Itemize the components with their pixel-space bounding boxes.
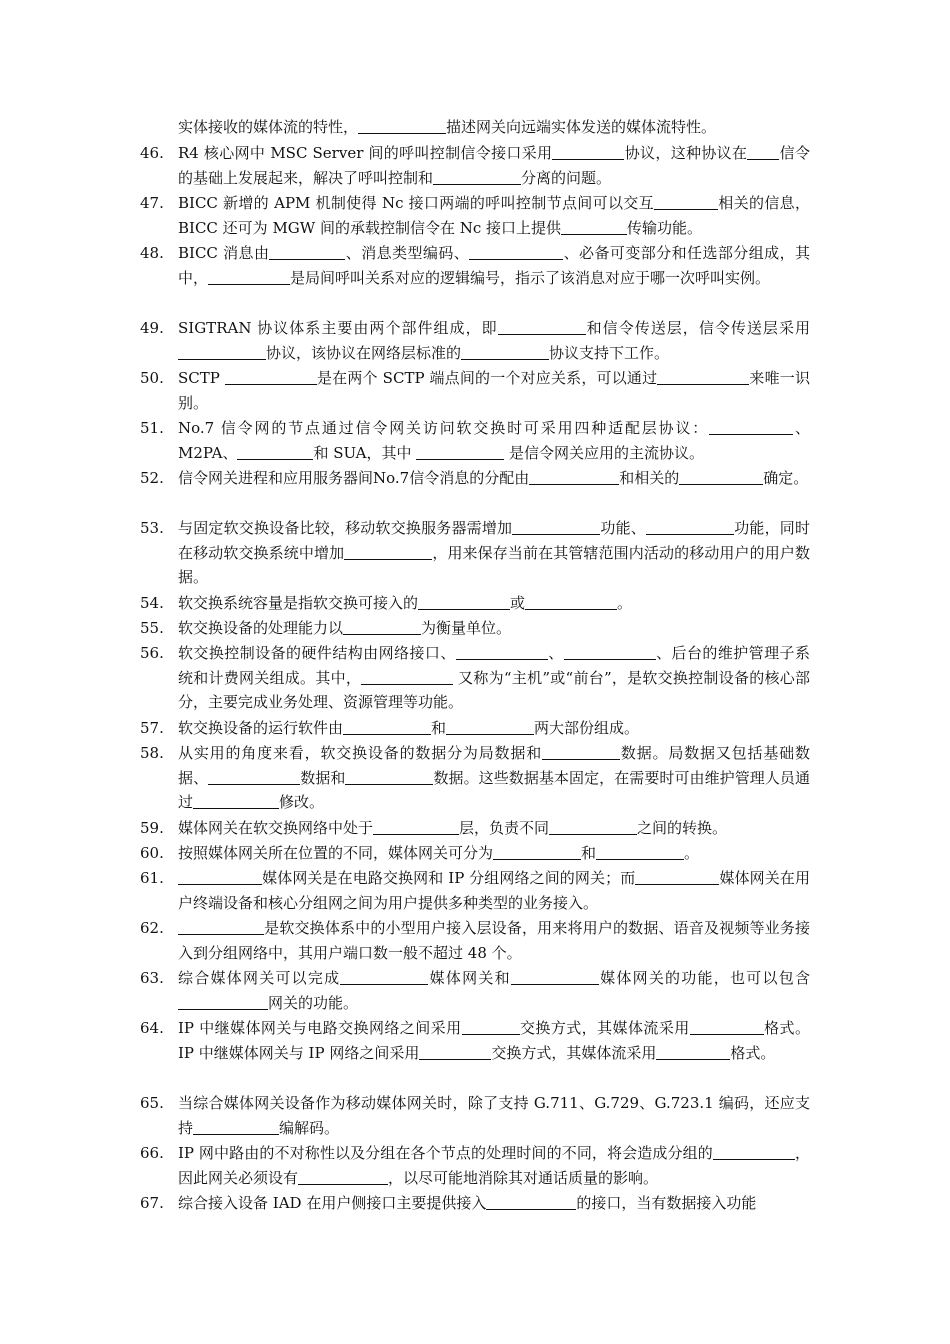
question-text-segment: 信令的基础上发展起来，解决了呼叫控制和 xyxy=(178,144,810,187)
answer-blank xyxy=(225,368,317,385)
answer-blank xyxy=(416,443,504,460)
question-text-segment: 媒体网关在软交换网络中处于 xyxy=(178,819,374,837)
question-item xyxy=(140,966,810,1015)
question-item xyxy=(140,841,810,866)
answer-blank xyxy=(493,843,581,860)
question-text-segment: 的接口，当有数据接入功能 xyxy=(576,1194,757,1212)
question-text-segment: R4 核心网中 MSC Server 间的呼叫控制信令接口采用 xyxy=(178,144,553,162)
question-text-segment: 软交换系统容量是指软交换可接入的 xyxy=(178,594,419,612)
question-number: 62. xyxy=(140,919,164,937)
question-text-segment: 软交换控制设备的硬件结构由网络接口、 xyxy=(178,644,456,662)
question-number: 57. xyxy=(140,719,164,737)
answer-blank xyxy=(461,343,549,360)
question-text-segment: 软交换设备的处理能力以 xyxy=(178,619,344,637)
answer-blank xyxy=(596,843,684,860)
answer-blank xyxy=(419,1043,491,1060)
answer-blank xyxy=(344,543,432,560)
question-number: 61. xyxy=(140,869,164,887)
question-item xyxy=(140,591,810,616)
question-text xyxy=(178,416,810,465)
answer-blank xyxy=(237,443,313,460)
answer-blank xyxy=(646,518,734,535)
question-item xyxy=(140,716,810,741)
question-text xyxy=(178,466,810,491)
answer-blank xyxy=(564,643,656,660)
question-text-segment: 、必备可变部分和任选部分组成，其中， xyxy=(178,244,810,287)
question-text xyxy=(178,141,810,190)
question-text xyxy=(178,115,810,140)
question-text-segment: 媒体网关是在电路交换网和 IP 分组网络之间的网关；而 xyxy=(262,869,636,887)
question-text xyxy=(178,591,810,616)
answer-blank xyxy=(178,993,268,1010)
answer-blank xyxy=(433,168,521,185)
question-number: 58. xyxy=(140,744,164,762)
question-text xyxy=(178,616,810,641)
question-item xyxy=(140,1191,810,1216)
question-text-segment: 是软交换体系中的小型用户接入层设备，用来将用户的数据、语音及视频等业务接入到分组网络中，其用户端口数一般不超过 48 个。 xyxy=(178,919,810,962)
question-text-segment: 从实用的角度来看，软交换设备的数据分为局数据和 xyxy=(178,744,543,762)
question-text-segment: 软交换设备的运行软件由 xyxy=(178,719,344,737)
answer-blank xyxy=(340,968,428,985)
question-item xyxy=(140,1091,810,1140)
question-text-segment: SCTP xyxy=(178,369,225,387)
answer-blank xyxy=(178,868,262,885)
answer-blank xyxy=(529,468,619,485)
answer-blank xyxy=(654,193,718,210)
question-text xyxy=(178,966,810,1015)
question-text-segment: 是局间呼叫关系对应的逻辑编号，指示了该消息对应于哪一次呼叫实例。 xyxy=(290,268,771,287)
answer-blank xyxy=(635,868,719,885)
question-text-segment: 数据。局数据又包括基础数据、 xyxy=(178,744,810,787)
question-number: 47. xyxy=(140,194,164,212)
question-text-segment: 与固定软交换设备比较，移动软交换服务器需增加 xyxy=(178,519,513,537)
question-number: 56. xyxy=(140,644,164,662)
answer-blank xyxy=(358,117,446,134)
question-text-segment: 媒体网关和 xyxy=(428,969,511,987)
answer-blank xyxy=(561,218,627,235)
question-text xyxy=(178,191,810,240)
question-item xyxy=(140,866,810,915)
answer-blank xyxy=(193,1118,279,1135)
answer-blank xyxy=(709,418,793,435)
question-text xyxy=(178,716,810,741)
question-item xyxy=(140,466,810,491)
question-text-segment: 格式。 xyxy=(730,1043,776,1062)
question-number: 67. xyxy=(140,1194,164,1212)
question-item xyxy=(140,416,810,465)
question-text-segment: IP 网中路由的不对称性以及分组在各个节点的处理时间的不同，将会造成分组的 xyxy=(178,1144,713,1162)
question-text xyxy=(178,241,810,290)
question-text-segment: 修改。 xyxy=(279,793,325,811)
question-text-segment: 和相关的 xyxy=(619,469,680,487)
answer-blank xyxy=(656,1043,730,1060)
answer-blank xyxy=(343,718,431,735)
answer-blank xyxy=(462,1018,520,1035)
question-item xyxy=(140,816,810,841)
question-text-segment: 网关的功能。 xyxy=(268,993,359,1012)
answer-blank xyxy=(511,968,599,985)
question-number: 49. xyxy=(140,319,164,337)
answer-blank xyxy=(361,668,453,685)
question-text-segment: 信令网关进程和应用服务器间No.7信令消息的分配由 xyxy=(178,469,530,487)
question-item xyxy=(140,141,810,190)
question-item xyxy=(140,316,810,365)
question-text-segment: 和 xyxy=(581,844,597,862)
question-text-segment: 为衡量单位。 xyxy=(421,619,512,637)
answer-blank xyxy=(269,243,345,260)
question-text-segment: 、后台的维护管理子系统和计费网关组成。其中， xyxy=(178,644,810,687)
question-item xyxy=(140,741,810,815)
question-text-segment: 相关的信息，BICC 还可为 MGW 间的承载控制信令在 Nc 接口上提供 xyxy=(178,194,810,237)
question-text xyxy=(178,1016,810,1065)
answer-blank xyxy=(178,918,264,935)
question-text-segment: IP 中继媒体网关与电路交换网络之间采用 xyxy=(178,1019,462,1037)
answer-blank xyxy=(713,1143,795,1160)
answer-blank xyxy=(193,792,279,809)
question-text-segment: 当综合媒体网关设备作为移动媒体网关时，除了支持 G.711、G.729、G.723.1 编码，还应支持 xyxy=(178,1094,810,1137)
question-text-segment: 层，负责不同 xyxy=(459,819,550,837)
answer-blank xyxy=(657,368,749,385)
question-text-segment: 描述网关向远端实体发送的媒体流特性。 xyxy=(446,118,717,136)
question-item xyxy=(140,641,810,715)
question-text-segment: 按照媒体网关所在位置的不同，媒体网关可分为 xyxy=(178,844,494,862)
question-item xyxy=(140,1141,810,1190)
question-number: 48. xyxy=(140,244,164,262)
answer-blank xyxy=(178,343,266,360)
question-text xyxy=(178,641,810,715)
question-text-segment: 是信令网关应用的主流协议。 xyxy=(504,443,705,462)
question-text-segment: ，用来保存当前在其管辖范围内活动的移动用户的用户数据。 xyxy=(178,543,810,586)
answer-blank xyxy=(486,1193,576,1210)
question-text-segment: 交换方式，其媒体流采用 xyxy=(519,1019,690,1037)
question-number: 59. xyxy=(140,819,164,837)
answer-blank xyxy=(208,768,300,785)
question-text-segment: SIGTRAN 协议体系主要由两个部件组成，即 xyxy=(178,319,498,337)
question-text-segment: 数据。这些数据基本固定，在需要时可由维护管理人员通过 xyxy=(178,768,810,811)
answer-blank xyxy=(552,143,624,160)
answer-blank xyxy=(747,143,779,160)
question-number: 52. xyxy=(140,469,164,487)
question-text xyxy=(178,741,810,815)
question-item xyxy=(140,191,810,240)
question-text-segment: 协议，该协议在网络层标准的 xyxy=(266,343,462,362)
question-item xyxy=(140,916,810,965)
question-text-segment: 综合媒体网关可以完成 xyxy=(178,969,341,987)
answer-blank xyxy=(343,618,421,635)
question-text-segment: BICC 消息由 xyxy=(178,244,270,262)
question-text-segment: 格式。IP 中继媒体网关与 IP 网络之间采用 xyxy=(178,1019,810,1062)
question-text-segment: 实体接收的媒体流的特性， xyxy=(178,118,359,136)
answer-blank xyxy=(498,318,586,335)
question-text-segment: 、 xyxy=(547,644,564,662)
question-text xyxy=(178,916,810,965)
question-text-segment: ，因此网关必须设有 xyxy=(178,1144,810,1187)
answer-blank xyxy=(690,1018,764,1035)
question-text-segment: 。 xyxy=(617,594,633,612)
question-text-segment: 媒体网关在用户终端设备和核心分组网之间为用户提供多种类型的业务接入。 xyxy=(178,869,810,912)
question-text xyxy=(178,516,810,590)
question-text-segment: 又称为“主机”或“前台”，是软交换控制设备的核心部分，主要完成业务处理、资源管理等功能。 xyxy=(178,668,810,711)
question-item xyxy=(140,241,810,290)
question-item xyxy=(140,366,810,415)
question-text-segment: 来唯一识别。 xyxy=(178,369,810,412)
question-text xyxy=(178,366,810,415)
question-number: 55. xyxy=(140,619,164,637)
question-text xyxy=(178,1141,810,1190)
answer-blank xyxy=(345,768,433,785)
question-text-segment: 媒体网关的功能，也可以包含 xyxy=(598,969,810,987)
question-text xyxy=(178,816,810,841)
question-number: 64. xyxy=(140,1019,164,1037)
question-text-segment: 分离的问题。 xyxy=(521,168,612,187)
question-text-segment: 和 SUA，其中 xyxy=(313,443,417,462)
question-text-segment: 、消息类型编码、 xyxy=(345,244,470,262)
answer-blank xyxy=(542,743,620,760)
answer-blank xyxy=(525,593,617,610)
question-text-segment: 确定。 xyxy=(763,469,809,487)
question-text-segment: 两大部份组成。 xyxy=(534,719,640,737)
question-item xyxy=(140,115,810,140)
question-text xyxy=(178,1091,810,1140)
question-text-segment: 和信令传送层，信令传送层采用 xyxy=(585,319,810,337)
question-text-segment: 综合接入设备 IAD 在用户侧接口主要提供接入 xyxy=(178,1194,487,1212)
question-text-segment: 编解码。 xyxy=(279,1118,340,1137)
question-number: 50. xyxy=(140,369,164,387)
answer-blank xyxy=(679,468,763,485)
answer-blank xyxy=(469,243,563,260)
answer-blank xyxy=(373,818,459,835)
question-text-segment: BICC 新增的 APM 机制使得 Nc 接口两端的呼叫控制节点间可以交互 xyxy=(178,194,654,212)
question-number: 65. xyxy=(140,1094,164,1112)
question-text-segment: 。 xyxy=(684,844,700,862)
question-text-segment: 交换方式，其媒体流采用 xyxy=(491,1043,657,1062)
question-text-segment: 数据和 xyxy=(300,768,346,787)
question-text xyxy=(178,866,810,915)
question-text-segment: 之间的转换。 xyxy=(637,819,728,837)
question-text-segment: ，以尽可能地消除其对通话质量的影响。 xyxy=(388,1168,659,1187)
question-text-segment: 或 xyxy=(510,594,526,612)
answer-blank xyxy=(418,593,510,610)
question-number: 54. xyxy=(140,594,164,612)
question-text-segment: 和 xyxy=(431,719,447,737)
question-text xyxy=(178,841,810,866)
question-text-segment: 协议，这种协议在 xyxy=(624,144,748,162)
answer-blank xyxy=(446,718,534,735)
answer-blank xyxy=(208,268,290,285)
question-text-segment: 功能、 xyxy=(600,519,647,537)
question-text-segment: 功能，同时在移动软交换系统中增加 xyxy=(178,519,810,562)
question-number: 46. xyxy=(140,144,164,162)
question-text-segment: No.7 信令网的节点通过信令网关访问软交换时可采用四种适配层协议： xyxy=(178,419,710,437)
question-text-segment: 、M2PA、 xyxy=(178,419,810,462)
question-item xyxy=(140,616,810,641)
question-number: 51. xyxy=(140,419,164,437)
question-text-segment: 协议支持下工作。 xyxy=(549,343,670,362)
answer-blank xyxy=(456,643,548,660)
answer-blank xyxy=(298,1168,388,1185)
question-number: 60. xyxy=(140,844,164,862)
question-number: 63. xyxy=(140,969,164,987)
question-text xyxy=(178,316,810,365)
question-text-segment: 是在两个 SCTP 端点间的一个对应关系，可以通过 xyxy=(316,369,658,387)
question-text xyxy=(178,1191,810,1216)
answer-blank xyxy=(549,818,637,835)
question-number: 53. xyxy=(140,519,164,537)
question-number: 66. xyxy=(140,1144,164,1162)
question-text-segment: 传输功能。 xyxy=(627,218,703,237)
question-item xyxy=(140,516,810,590)
question-item xyxy=(140,1016,810,1065)
answer-blank xyxy=(512,518,600,535)
